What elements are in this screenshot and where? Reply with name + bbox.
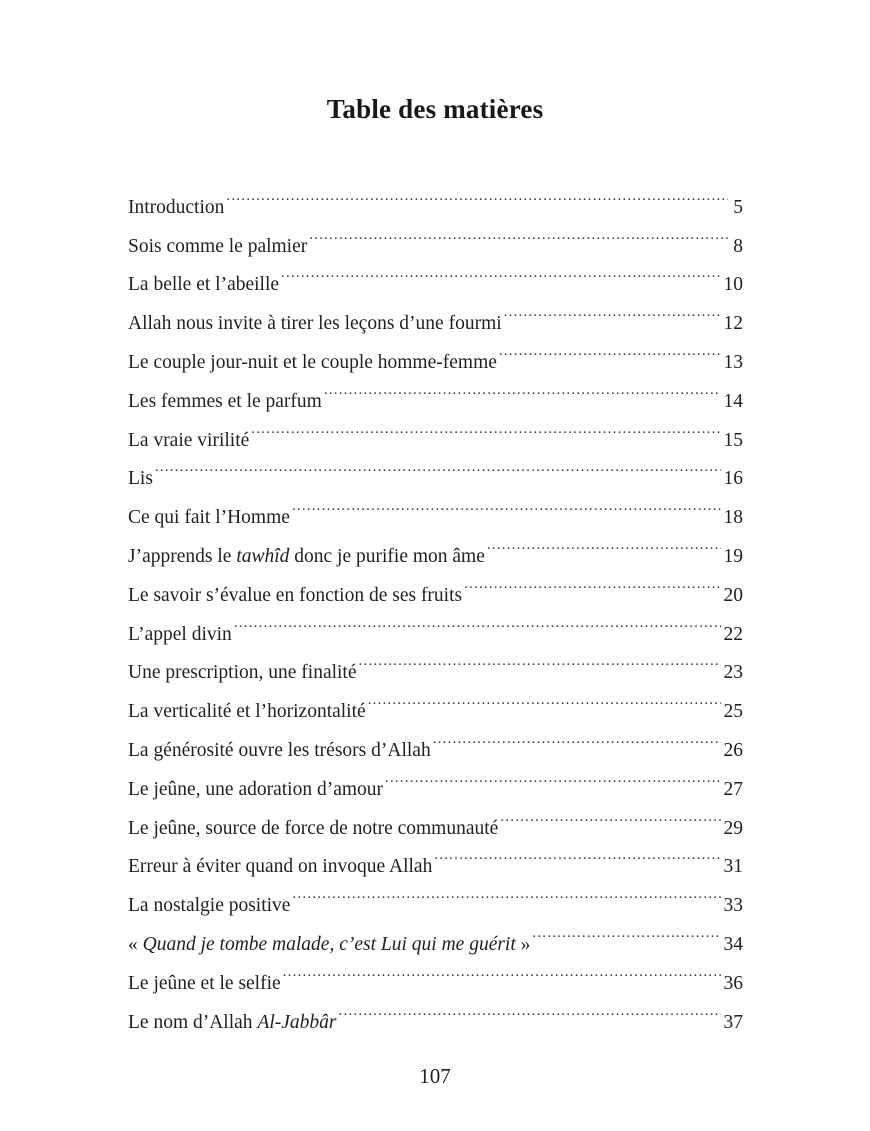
dot-leader <box>499 329 721 368</box>
dot-leader <box>500 795 720 834</box>
toc-entry-title: L’appel divin <box>128 623 232 645</box>
dot-leader <box>385 756 720 795</box>
toc-entry-page: 34 <box>723 933 743 955</box>
toc-entry-page: 15 <box>723 429 743 451</box>
toc-entry-page: 26 <box>723 739 743 761</box>
toc-entry-title: Le couple jour-nuit et le couple homme-femme <box>128 351 497 373</box>
dot-leader <box>504 290 721 329</box>
toc-entry-page: 36 <box>723 972 743 994</box>
toc-entry-title: Le jeûne, source de force de notre communauté <box>128 817 499 839</box>
dot-leader <box>487 523 721 562</box>
toc-entry-title: « Quand je tombe malade, c’est Lui qui me guérit » <box>128 933 531 955</box>
dot-leader <box>368 678 721 717</box>
toc-entry-title: J’apprends le tawhîd donc je purifie mon âme <box>128 545 485 567</box>
toc-entry-page: 25 <box>723 701 743 723</box>
dot-leader <box>359 640 721 679</box>
dot-leader <box>292 872 720 911</box>
toc-entry-ce-qui-fait-l-homme[interactable] <box>128 484 743 529</box>
dot-leader <box>234 601 721 640</box>
toc-entry-page: 16 <box>723 468 743 490</box>
toc-entry-page: 37 <box>723 1011 743 1033</box>
toc-entry-title: La verticalité et l’horizontalité <box>128 701 366 723</box>
toc-entry-page: 20 <box>723 584 743 606</box>
toc-entry-title: Le savoir s’évalue en fonction de ses fruits <box>128 584 463 606</box>
toc-entry-page: 12 <box>723 313 743 335</box>
page-title: Table des matières <box>326 94 544 125</box>
dot-leader <box>532 911 720 950</box>
toc-entry-title: Lis <box>128 468 153 490</box>
toc-entry-page: 13 <box>723 351 743 373</box>
toc-entry-page: 18 <box>723 507 743 529</box>
table-of-contents <box>128 174 743 1033</box>
toc-entry-title: Sois comme le palmier <box>128 235 308 257</box>
toc-entry-page: 29 <box>723 817 743 839</box>
toc-entry-page: 19 <box>723 545 743 567</box>
toc-entry-page: 5 <box>733 196 743 218</box>
toc-entry-title: Une prescription, une finalité <box>128 662 357 684</box>
dot-leader <box>434 834 720 873</box>
dot-leader <box>226 174 728 213</box>
toc-entry-title: La nostalgie positive <box>128 895 291 917</box>
dot-leader <box>292 484 721 523</box>
dot-leader <box>281 252 720 291</box>
toc-entry-title: Les femmes et le parfum <box>128 390 322 412</box>
toc-entry-page: 14 <box>723 390 743 412</box>
dot-leader <box>339 989 721 1028</box>
toc-entry-lis[interactable] <box>128 446 743 490</box>
toc-entry-page: 27 <box>723 778 743 800</box>
toc-entry-page: 31 <box>723 856 743 878</box>
page-number: 107 <box>419 1064 451 1088</box>
toc-entry-title: La belle et l’abeille <box>128 274 280 296</box>
toc-entry-title: Ce qui fait l’Homme <box>128 507 290 529</box>
toc-entry-title: Erreur à éviter quand on invoque Allah <box>128 856 433 878</box>
toc-entry-page: 23 <box>723 662 743 684</box>
toc-entry-title: Le jeûne et le selfie <box>128 972 281 994</box>
toc-entry-title: Introduction <box>128 196 225 218</box>
dot-leader <box>155 446 721 485</box>
dot-leader <box>433 717 721 756</box>
dot-leader <box>309 213 728 252</box>
dot-leader <box>324 368 721 407</box>
toc-entry-title: Le jeûne, une adoration d’amour <box>128 778 384 800</box>
toc-entry-page: 33 <box>723 895 743 917</box>
dot-leader <box>464 562 720 601</box>
toc-entry-page: 22 <box>723 623 743 645</box>
toc-entry-page: 10 <box>723 274 743 296</box>
dot-leader <box>251 407 720 446</box>
toc-entry-title: La vraie virilité <box>128 429 250 451</box>
dot-leader <box>283 950 721 989</box>
toc-entry-title: La générosité ouvre les trésors d’Allah <box>128 739 431 761</box>
toc-entry-title: Le nom d’Allah Al-Jabbâr <box>128 1011 337 1033</box>
toc-entry-introduction[interactable] <box>128 174 743 218</box>
toc-entry-title: Allah nous invite à tirer les leçons d’une fourmi <box>128 313 502 335</box>
toc-entry-page: 8 <box>733 235 743 257</box>
